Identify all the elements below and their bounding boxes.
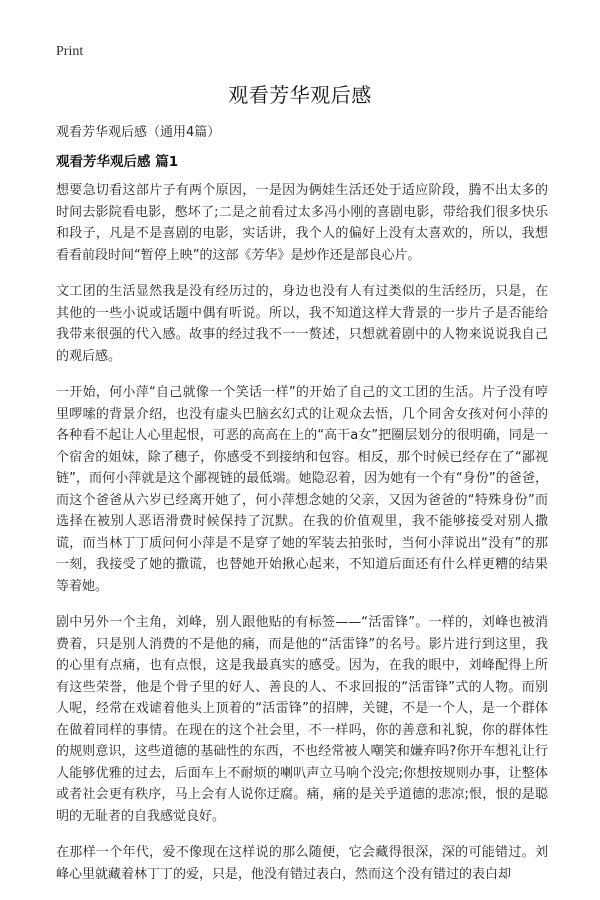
document-title: 观看芳华观后感 [228,83,372,107]
paragraph: 剧中另外一个主角，刘峰，别人跟他贴的有标签——“活雷锋”。一样的，刘峰也被消费着，只是别人消费的不是他的痛，而是他的“活雷锋”的名号。影片进行到这里，我的心里有点痛，也有点恨，这是我最真实的感受。因为，在我的眼中，刘峰配得上所有这些荣誉，他是个骨子里的好人、善良的人、不求回报的“活雷锋”式的人物。而别人呢，经常在戏谑着他头上顶着的“活雷锋”的招牌，关键，不是一个人，是一个群体在做着同样的事情。在现在的这个社会里，不一样吗，你的善意和礼貌，你的群体性的规则意识，这些道德的基础性的东西，不也经常被人嘲笑和嫌弃吗?你开车想礼让行人能够优雅的过去，后面车上不耐烦的喇叭声立马响个没完;你想按规则办事，让整体或者社会更有秩序，马上会有人说你迂腐。痛，痛的是关乎道德的悲凉;恨，恨的是聪明的无耻者的自我感觉良好。 [56,615,548,824]
document-subtitle: 观看芳华观后感（通用4篇） [56,125,221,140]
paragraph: 文工团的生活显然我是没有经历过的，身边也没有人有过类似的生活经历，只是，在其他的一些小说或话题中偶有听说。所以，我不知道这样大背景的一步片子是否能给我带来很强的代入感。故事的经过我不一一赘述，只想就着剧中的人物来说说我自己的观后感。 [56,284,548,364]
section-heading: 观看芳华观后感 篇1 [56,154,179,170]
paragraph: 在那样一个年代，爱不像现在这样说的那么随便，它会藏得很深，深的可能错过。刘峰心里就藏着林丁丁的爱，只是，他没有错过表白，然而这个没有错过的表白却 [56,845,548,882]
paragraph: 一开始，何小萍“自己就像一个笑话一样”的开始了自己的文工团的生活。片子没有哼里啰嗦的背景介绍，也没有虚头巴脑玄幻式的让观众去悟，几个同舍女孩对何小萍的各种看不起让人心里起恨，可恶的高高在上的“高干a女”把圈层划分的很明确，同是一个宿舍的姐妹，除了穗子，你感受不到接纳和包容。相反，那个时候已经存在了“鄙视链”，而何小萍就是这个鄙视链的最低端。她隐忍着，因为她有一个有“身份”的爸爸，而这个爸爸从六岁已经离开她了，何小萍想念她的父亲，又因为爸爸的“特殊身份”而选择在被别人恶语滑费时候保持了沉默。在我的价值观里，我不能够接受对别人撒谎，而当林丁丁质问何小萍是不是穿了她的军装去拍张时，当何小萍说出“没有”的那一刻，我接受了她的撒谎，也替她开始揪心起来，不知道后面还有什么样更糟的结果等着她。 [56,385,548,594]
article-body [56,180,548,900]
print-link[interactable]: Print [56,44,84,59]
paragraph: 想要急切看这部片子有两个原因，一是因为俩娃生活还处于适应阶段，腾不出太多的时间去影院看电影，憋坏了;二是之前看过太多冯小刚的喜剧电影，带给我们很多快乐和段子，凡是不是喜剧的电影，实话讲，我个人的偏好上没有太喜欢的，所以，我想看看前段时间“暂停上映”的这部《芳华》是炒作还是部良心片。 [56,183,548,263]
